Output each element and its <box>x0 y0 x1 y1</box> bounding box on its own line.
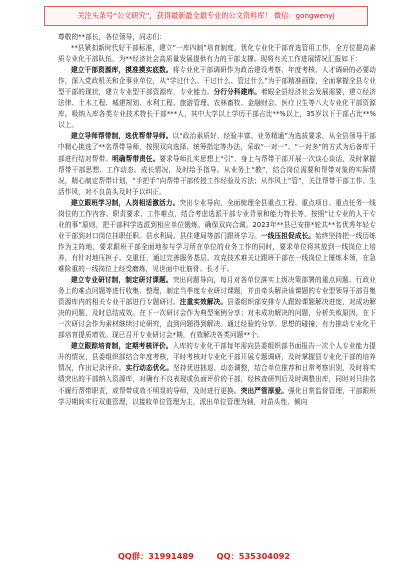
bold-heading: 明确帮带责任。 <box>112 154 160 163</box>
paragraph-text: 以“政治素质好、经验丰富、业务精通”为选拔要求，从全县领导干部中精心挑选了**名帮带导师，按照双向选择、统筹指定等办法，采取“一对一”、“一对多”的方式为后备库干部进行结对帮带。 <box>58 132 377 163</box>
paragraph <box>58 43 376 65</box>
qq-contact-text: QQ：535304092 <box>216 551 291 561</box>
paragraph <box>58 341 376 407</box>
bold-heading: 建立干部资源库，摸准摸实底数。 <box>71 66 173 75</box>
paragraph-text: 坚持优进拙退、动态调整，结合单位推荐和日常考察识别，及时将实绩突出的干部纳入资源库，对确有不良表现或负面评价的干部，经核查研判后及时调整出库，同时对只挂名不履行帮带职责，或帮带成效不明显的导师，及时进行更换。 <box>58 364 377 395</box>
greeting-line: 尊敬的**部长，各位领导，同志们： <box>58 33 167 41</box>
paragraph-text: 着眼全县经济社会发展需要，建立经济法律、土木工程、城建规划、水利工程、旅游管理、农林畜牧、金融财会、医疗卫生等八大专业化干部资源库。吸纳入库各类专业技术特长干部***人，其中大学以上学历干部占比**%以上，35岁以下干部占比**%以上。 <box>58 88 376 130</box>
paragraph-text: 将专业化干部调研作为政治建设考察、年度考核、人才调研的必要动作，深入党政机关和企事业单位，从“学过什么、干过什么、管过什么”为干部精准画像，全面掌握全县专业型干部的现状，建立专业型干部资源库，专业能力。 <box>58 66 377 97</box>
paragraph-text: 入库的专业化干部每年需向县委组织部书面报告一次个人专业能力提升的情况，县委组织部结合年度考核，平时考核对专业化干部开展专题调研，及时掌握县专业化干部的培养情况，作出记录评价。 <box>58 342 377 373</box>
paragraph <box>58 131 376 197</box>
contact-footer <box>0 548 408 564</box>
paragraph <box>58 65 376 131</box>
bold-heading: 突出严管厚爱。 <box>240 386 289 395</box>
paragraph-text: 县委组织部安排专人跟踪课题解决进度，对成功解决的问题，及时总结成效。在下一次研讨会作为典型案例分享；对未成功解决的问题，分析失败原因，在下一次研讨会作为素材继续讨论研究，直到问题得到解决。通过经验的分享、思想的碰撞，有力推动专业化干部培育提质增效。现已召开专业研讨会*期，有效解决各类问题**个。 <box>58 298 376 340</box>
bold-heading: 一线压担促成长。 <box>260 231 316 240</box>
bold-heading: 建立专业研讨制，制定研讨课题。 <box>71 276 173 285</box>
bold-heading: 实行动态优化。 <box>125 364 174 373</box>
bold-heading: 建立跟班学习制，人岗相适激活力。 <box>71 198 180 207</box>
paragraph <box>58 275 376 341</box>
paragraph-text: 要求导师扎实思想上“引”、身上与帮带干部开展一次谈心谈话，及时掌握帮带干部思想、工作动态。成长情况，及时给予指导。从业务上“教”，结合岗位需要和帮带对象的实际情况，精心制定帮带计划，“手把手”向帮带干部传授工作经验及方法；从作风上“管”，关注帮带干部工作、生活作风，对不良苗头及时予以纠正。 <box>58 154 376 196</box>
paragraph-text: **县紧扣新时代好干部标准，建立“一库四制”培育制度，优化专业化干部育选管用工作，全方位提高素质专业化干部队伍，为**经济社会高质量发展提供有力的干部支撑。现将有关工作进展情况汇报如下： <box>58 44 376 64</box>
document-body <box>58 32 376 408</box>
bold-heading: 注重实效解决。 <box>179 298 228 307</box>
paragraph <box>58 198 376 275</box>
paragraph-text: 突出问题导向，每月对各单位落实上级决策部署的重点问题、行政业务上的难点问题等进行收集、整理，制定当季度专业研讨课题，并由牵头解决该课题的专业型领导干部召集资源库内的相关专业干部进行专题研讨。 <box>58 276 377 307</box>
bold-heading: 分行分科建库。 <box>213 88 261 97</box>
paragraph-text: 强化日常监督管理，干部跟班学习期间实行双重管理，以接收单位管理为主，派出单位管理为辅，对苗头性、倾向 <box>58 386 376 406</box>
bold-heading: 建立跟踪培育制，定期考核评价。 <box>71 342 173 351</box>
bold-heading: 建立导师帮带制，选优帮带导师。 <box>71 132 173 141</box>
promo-banner: 关注头条号“公文研究”，获得最新最全最专业的公文资料库！ 微信：gongwenyj <box>44 6 368 26</box>
paragraph-text: 始终坚持把一线历练作为主阵地，要求跟班干部全面地参与学习所在单位的业务工作的同时，要求单位将其放到一线岗位上培养，有针对地压担子、交重任，通过完善服务基层、攻克技术难关让跟班干部在一线岗位上锤炼本领，在急难险重的一线岗位上经受磨炼，见世面中壮筋骨、长才干。 <box>58 231 376 273</box>
paragraph-text: 突出专业导向，全面梳理全县重点工程、重点项目、重点任务一线岗位的工作内容、职责要求、工作难点，结合考虑选派干部专业背景和能力特长等，按照“让专业的人干专业的事”原则，把干部科学选派到相应单位锻炼，确保双向合调。2023年**县已安排*轮共**名优秀年轻专业干部到对口岗位挂职任职。县水利局、县住建局等部门跟班学习。 <box>58 198 376 240</box>
qq-group-text: QQ群：31991489 <box>117 551 194 561</box>
